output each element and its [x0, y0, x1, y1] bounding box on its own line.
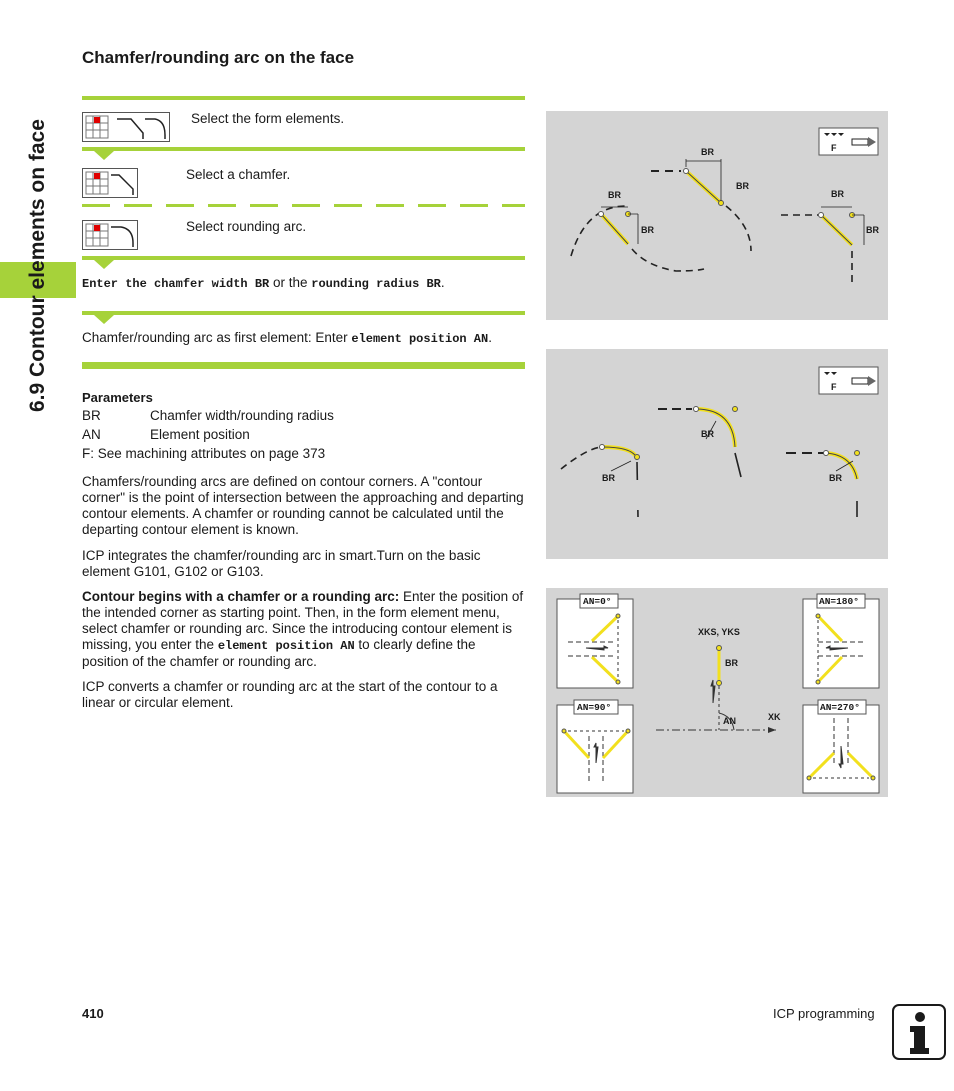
- step-arrow-icon: [94, 315, 114, 324]
- chapter-title-text: 6.9 Contour elements on face: [26, 119, 49, 412]
- axes-label: XKS, YKS: [698, 627, 740, 637]
- parameters-title: Parameters: [82, 390, 153, 405]
- body-paragraph-1: Chamfers/rounding arcs are defined on contour corners. A "contour corner" is the point of intersection between the approaching and departing contour elements. A chamfer or rounding cannot be calculated until the departing contour element is known.: [82, 474, 524, 537]
- divider-bar: [82, 147, 525, 151]
- attribute-box: [819, 128, 878, 155]
- chamfer-figure: [546, 111, 888, 320]
- an0-panel: [557, 594, 633, 688]
- divider-bar: [82, 96, 525, 100]
- an90-label: AN=90°: [577, 702, 612, 713]
- period-text: .: [488, 330, 492, 345]
- para3-text-a: Enter the position of the intended corner as starting point. Then, in the form element menu, select chamfer or rounding arc. Since the introducing contour element is missing, you enter the: [82, 589, 524, 652]
- para3-bold: Contour begins with a chamfer or a rounding arc:: [82, 589, 400, 604]
- chapter-title-vertical: [26, 60, 66, 420]
- section-heading: Chamfer/rounding arc on the face: [82, 48, 355, 67]
- br-label: BR: [831, 189, 844, 199]
- footer-chapter: ICP programming: [773, 1006, 875, 1021]
- an90-panel: [557, 700, 633, 793]
- br-label: BR: [701, 429, 714, 439]
- an-label: AN: [723, 716, 736, 726]
- br-label: BR: [608, 190, 621, 200]
- br-label: BR: [866, 225, 879, 235]
- period-text: .: [440, 275, 445, 290]
- an180-label: AN=180°: [819, 596, 859, 607]
- an270-label: AN=270°: [820, 702, 860, 713]
- page-number: 410: [82, 1006, 104, 1021]
- param-key: BR: [82, 408, 101, 423]
- body-paragraph-2: ICP integrates the chamfer/rounding arc in smart.Turn on the basic element G101, G102 or G103.: [82, 548, 481, 579]
- br-label: BR: [602, 473, 615, 483]
- form-elements-softkey-icon: [82, 112, 170, 142]
- an270-panel: [803, 700, 879, 793]
- element-position-figure: [546, 588, 888, 797]
- an180-panel: [803, 594, 879, 688]
- rounding-softkey-icon: [82, 220, 138, 250]
- step-arrow-icon: [94, 151, 114, 160]
- param-value: Chamfer width/rounding radius: [150, 408, 334, 423]
- step-form-elements-text: Select the form elements.: [191, 111, 345, 126]
- divider-bar: [82, 311, 525, 315]
- br-label: BR: [641, 225, 654, 235]
- br-label: BR: [701, 147, 714, 157]
- an0-label: AN=0°: [583, 596, 612, 607]
- step-rounding-text: Select rounding arc.: [186, 219, 307, 234]
- grid-icon: [86, 116, 108, 138]
- body-paragraph-4: ICP converts a chamfer or rounding arc at the start of the contour to a linear or circular element.: [82, 679, 498, 710]
- br-label: BR: [829, 473, 842, 483]
- para3-text-b: to clearly define the position of the chamfer or rounding arc.: [82, 637, 476, 669]
- chamfer-softkey-icon: [82, 168, 138, 198]
- attribute-box: [819, 367, 878, 394]
- connector-text: or the: [269, 275, 312, 290]
- step-chamfer-text: Select a chamfer.: [186, 167, 291, 182]
- axes-diagram: [656, 627, 781, 733]
- param-row-an: [82, 425, 522, 444]
- attr-label: F: [831, 382, 837, 392]
- br-label: BR: [736, 181, 749, 191]
- rounding-figure: [546, 349, 888, 559]
- para3-code: element position AN: [217, 639, 355, 653]
- dashed-divider: [82, 204, 525, 207]
- step-arrow-icon: [94, 260, 114, 269]
- first-element-prefix: Chamfer/rounding arc as first element: Enter: [82, 330, 352, 345]
- code-chamfer-width: Enter the chamfer width BR: [82, 277, 270, 291]
- br-label: BR: [725, 658, 738, 668]
- code-rounding-radius: rounding radius BR: [311, 277, 441, 291]
- body-paragraph-3: [82, 589, 524, 670]
- param-key: AN: [82, 427, 101, 442]
- code-element-position: element position AN: [351, 332, 489, 346]
- info-icon: [892, 1004, 946, 1060]
- divider-bar: [82, 256, 525, 260]
- section-end-bar: [82, 362, 525, 369]
- param-row-br: [82, 406, 522, 425]
- step-first-element: [82, 330, 492, 347]
- param-value: Element position: [150, 427, 250, 442]
- attr-label: F: [831, 143, 837, 153]
- step-enter-br: [82, 275, 445, 292]
- xk-label: XK: [768, 712, 781, 722]
- param-note: F: See machining attributes on page 373: [82, 446, 326, 461]
- parameters-block: [82, 389, 522, 463]
